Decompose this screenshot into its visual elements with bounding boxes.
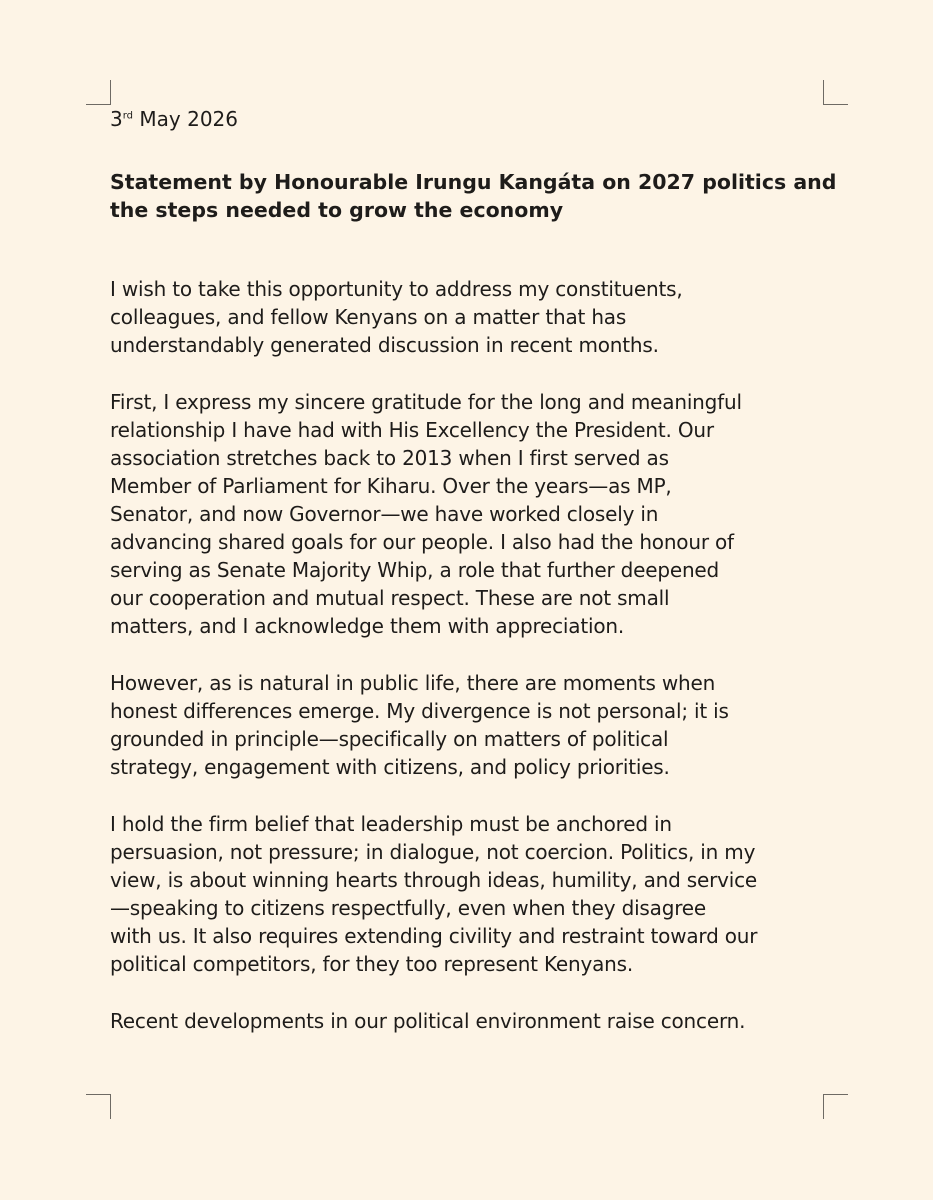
text-line: Senator, and now Governor—we have worked closely in xyxy=(110,502,659,526)
text-line: relationship I have had with His Excellency the President. Our xyxy=(110,418,714,442)
text-line: advancing shared goals for our people. I also had the honour of xyxy=(110,530,734,554)
text-line: strategy, engagement with citizens, and policy priorities. xyxy=(110,755,670,779)
text-line: honest differences emerge. My divergence is not personal; it is xyxy=(110,699,729,723)
title-line: Statement by Honourable Irungu Kangáta on 2027 politics and xyxy=(110,170,837,194)
date-day: 3 xyxy=(110,107,123,131)
crop-mark-bottom-left xyxy=(86,1094,111,1119)
text-line: our cooperation and mutual respect. These are not small xyxy=(110,586,670,610)
statement-title xyxy=(110,168,837,224)
text-line: grounded in principle—specifically on matters of political xyxy=(110,727,669,751)
text-line: matters, and I acknowledge them with appreciation. xyxy=(110,614,625,638)
paragraph-recent-developments xyxy=(110,1007,830,1035)
text-line: serving as Senate Majority Whip, a role that further deepened xyxy=(110,558,720,582)
text-line: —speaking to citizens respectfully, even when they disagree xyxy=(110,896,706,920)
statement-date xyxy=(110,105,830,133)
date-month-year: May 2026 xyxy=(133,107,238,131)
crop-mark-bottom-right xyxy=(823,1094,848,1119)
title-line: the steps needed to grow the economy xyxy=(110,198,564,222)
paragraph-gratitude xyxy=(110,388,830,640)
text-line: with us. It also requires extending civility and restraint toward our xyxy=(110,924,758,948)
text-line: view, is about winning hearts through ideas, humility, and service xyxy=(110,868,758,892)
date-ordinal-suffix: rd xyxy=(122,110,134,122)
text-line: understandably generated discussion in recent months. xyxy=(110,333,659,357)
text-line: However, as is natural in public life, there are moments when xyxy=(110,671,716,695)
text-line: Recent developments in our political environment raise concern. xyxy=(110,1009,746,1033)
text-line: association stretches back to 2013 when I first served as xyxy=(110,446,669,470)
paragraph-differences xyxy=(110,669,830,781)
text-line: colleagues, and fellow Kenyans on a matter that has xyxy=(110,305,627,329)
text-line: I wish to take this opportunity to address my constituents, xyxy=(110,277,683,301)
paragraph-introduction xyxy=(110,275,830,359)
text-line: First, I express my sincere gratitude for the long and meaningful xyxy=(110,390,742,414)
crop-mark-top-left xyxy=(86,80,111,105)
text-line: I hold the firm belief that leadership must be anchored in xyxy=(110,812,672,836)
crop-mark-top-right xyxy=(823,80,848,105)
text-line: political competitors, for they too represent Kenyans. xyxy=(110,952,634,976)
text-line: persuasion, not pressure; in dialogue, not coercion. Politics, in my xyxy=(110,840,756,864)
text-line: Member of Parliament for Kiharu. Over the years—as MP, xyxy=(110,474,672,498)
document-body xyxy=(110,105,837,1035)
paragraph-leadership-belief xyxy=(110,810,830,978)
